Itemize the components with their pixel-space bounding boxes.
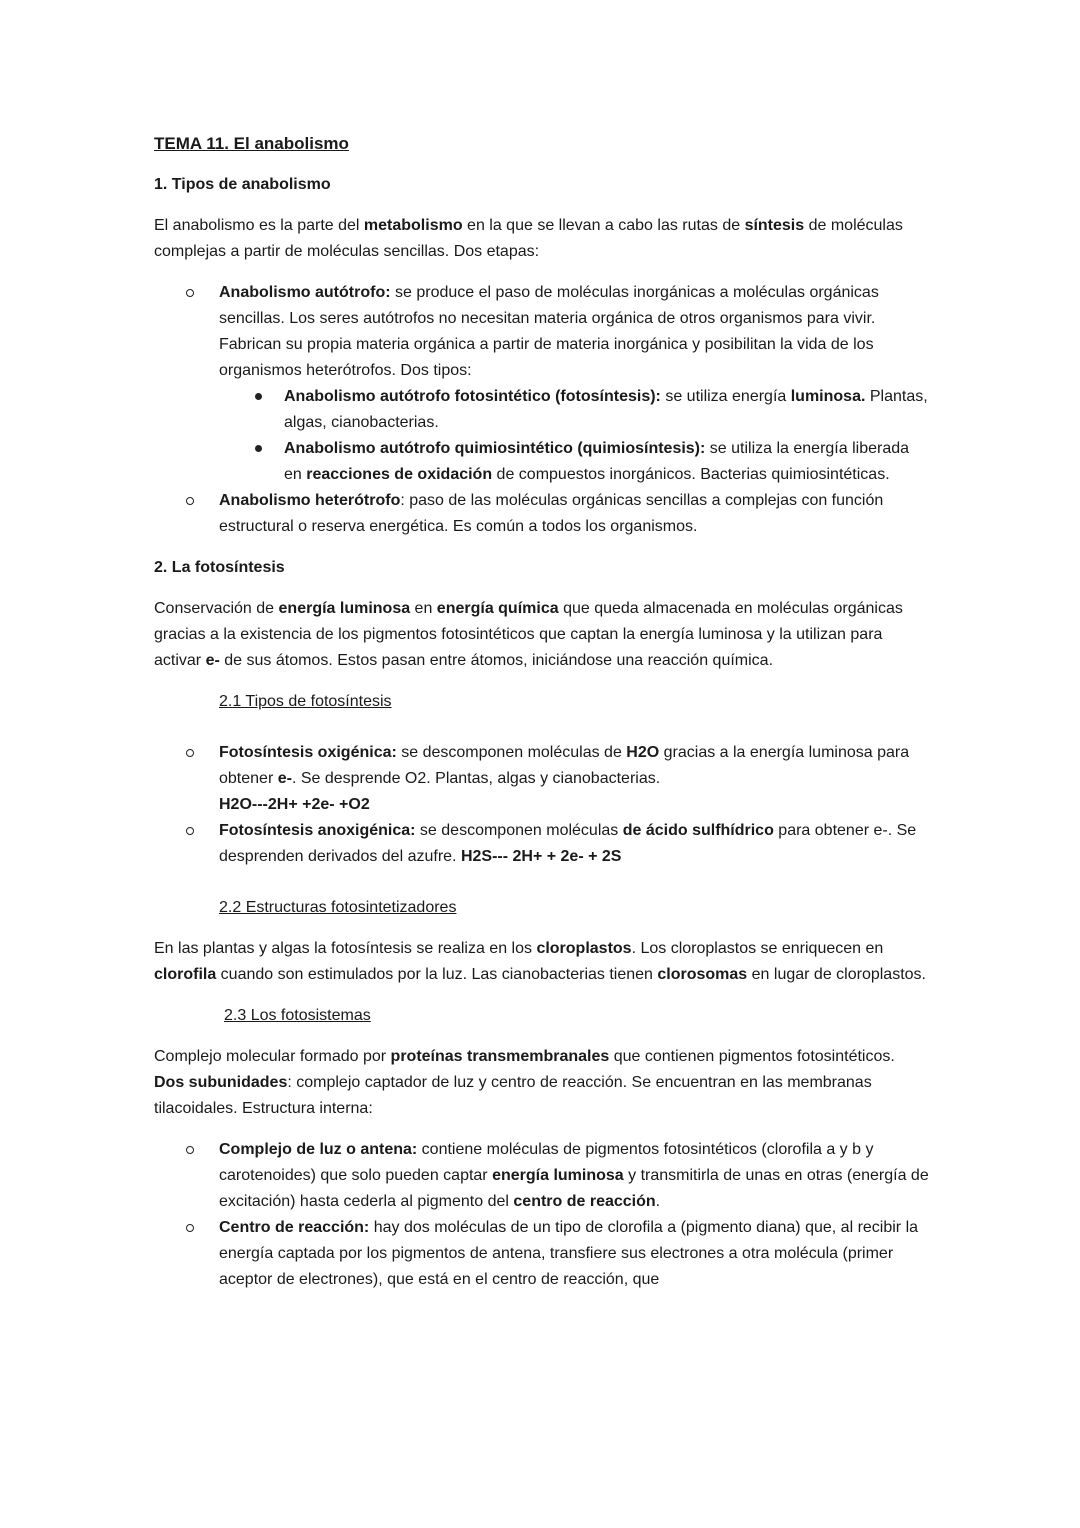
circle-bullet-icon: [186, 289, 194, 297]
circle-bullet-icon: [186, 749, 194, 757]
section-2-heading: 2. La fotosíntesis: [154, 559, 285, 576]
list-item-oxigenica: Fotosíntesis oxigénica: se descomponen moléculas de H2O gracias a la energía luminosa para obtener e-. Se desprende O2. Plantas, algas y cianobacterias. H2O---2H+ +2e- +O2: [154, 740, 929, 818]
circle-bullet-icon: [186, 497, 194, 505]
autotrophic-subtypes-list: [219, 384, 929, 488]
subsection-2-1-heading: 2.1 Tipos de fotosíntesis: [219, 693, 392, 710]
section-1-intro: El anabolismo es la parte del metabolismo en la que se llevan a cabo las rutas de síntesis de moléculas complejas a partir de moléculas sencillas. Dos etapas:: [154, 217, 903, 260]
subsection-2-3-heading: 2.3 Los fotosistemas: [224, 1007, 371, 1024]
list-item-quimiosintetico: Anabolismo autótrofo quimiosintético (quimiosíntesis): se utiliza la energía liberada en reacciones de oxidación de compuestos inorgánicos. Bacterias quimiosintéticas.: [219, 436, 929, 488]
disc-bullet-icon: [255, 393, 262, 400]
anabolism-types-list: [154, 280, 929, 540]
photosynthesis-types-list: [154, 740, 929, 870]
circle-bullet-icon: [186, 1146, 194, 1154]
list-item-anabolismo-heterotrofo: Anabolismo heterótrofo: paso de las moléculas orgánicas sencillas a complejas con función estructural o reserva energética. Es común a todos los organismos.: [154, 488, 929, 540]
circle-bullet-icon: [186, 1224, 194, 1232]
equation-anoxigenica: H2S--- 2H+ + 2e- + 2S: [460, 848, 622, 865]
section-2-intro: Conservación de energía luminosa en energía química que queda almacenada en moléculas orgánicas gracias a la existencia de los pigmentos fotosintéticos que captan la energía luminosa y la utilizan para activar e- de sus átomos. Estos pasan entre átomos, iniciándose una reacción química.: [154, 600, 903, 669]
list-item-complejo-antena: Complejo de luz o antena: contiene moléculas de pigmentos fotosintéticos (clorofila a y b y carotenoides) que solo pueden captar energía luminosa y transmitirla de unas en otras (energía de excitación) hasta cederla al pigmento del centro de reacción.: [154, 1137, 929, 1215]
photosystem-structure-list: [154, 1137, 929, 1293]
subsection-2-3-paragraph: Complejo molecular formado por proteínas transmembranales que contienen pigmentos fotosintéticos. Dos subunidades: complejo captador de luz y centro de reacción. Se encuentran en las membranas tilacoidales. Estructura interna:: [154, 1048, 895, 1117]
disc-bullet-icon: [255, 445, 262, 452]
document-page: [154, 131, 929, 1308]
subsection-2-2-paragraph: En las plantas y algas la fotosíntesis se realiza en los cloroplastos. Los cloroplastos se enriquecen en clorofila cuando son estimulados por la luz. Las cianobacterias tienen clorosomas en lugar de cloroplastos.: [154, 940, 926, 983]
subsection-2-2-heading: 2.2 Estructuras fotosintetizadores: [219, 899, 457, 916]
document-title: TEMA 11. El anabolismo: [154, 134, 349, 153]
circle-bullet-icon: [186, 827, 194, 835]
section-1-heading: 1. Tipos de anabolismo: [154, 176, 331, 193]
list-item-centro-reaccion: Centro de reacción: hay dos moléculas de un tipo de clorofila a (pigmento diana) que, al recibir la energía captada por los pigmentos de antena, transfiere sus electrones a otra molécula (primer aceptor de electrones), que está en el centro de reacción, que: [154, 1215, 929, 1293]
equation-oxigenica: H2O---2H+ +2e- +O2: [219, 796, 370, 813]
list-item-anabolismo-autotrofo: Anabolismo autótrofo: se produce el paso de moléculas inorgánicas a moléculas orgánicas sencillas. Los seres autótrofos no necesitan materia orgánica de otros organismos para vivir. Fabrican su propia materia orgánica a partir de materia inorgánica y posibilitan la vida de los organismos heterótrofos. Dos tipos: Anabolismo autótrofo fotosintético (fotosíntesis): se utiliza energía luminosa. Plantas, algas, cianobacterias. Anabolismo autótrofo quimiosintético (quimiosíntesis): se utiliza la energía liberada en reacciones de oxidación de compuestos inorgánicos. Bacterias quimiosintéticas.: [154, 280, 929, 488]
list-item-anoxigenica: Fotosíntesis anoxigénica: se descomponen moléculas de ácido sulfhídrico para obtener e-. Se desprenden derivados del azufre. H2S--- 2H+ + 2e- + 2S: [154, 818, 929, 870]
list-item-fotosintetico: Anabolismo autótrofo fotosintético (fotosíntesis): se utiliza energía luminosa. Plantas, algas, cianobacterias.: [219, 384, 929, 436]
